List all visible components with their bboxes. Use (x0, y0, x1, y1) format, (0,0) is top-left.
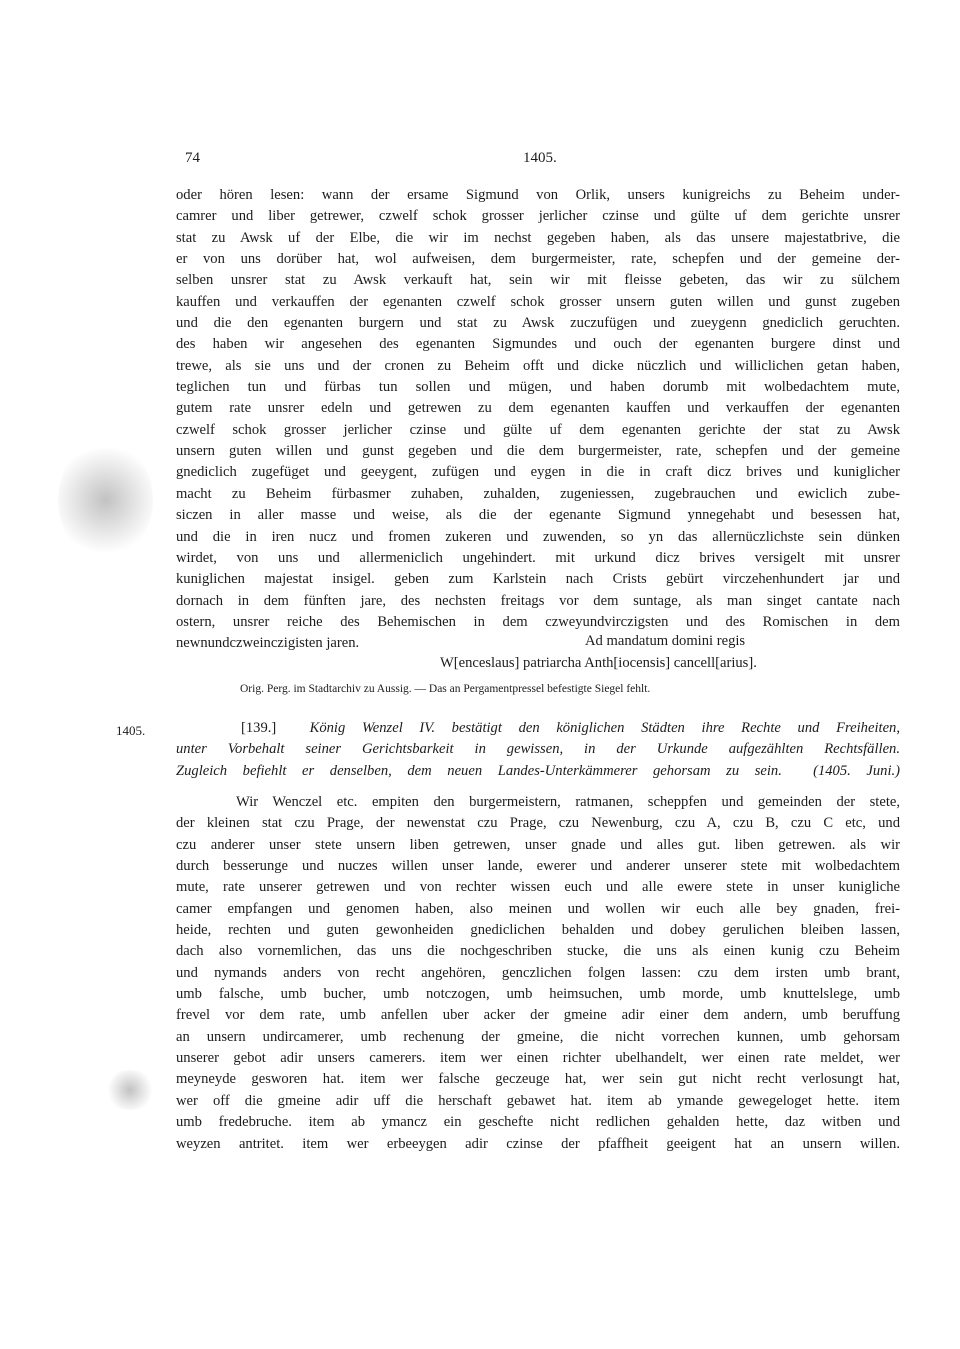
text-line: oder hören lesen: wann der ersame Sigmund von Orlik, unsers kunigreichs zu Beheim under- (176, 187, 900, 203)
text-line: ostern, unsrer reiche des Behemischen in dem czweyundvirczigsten und des Romischen in dem (176, 613, 900, 630)
page-number: 74 (185, 150, 200, 166)
heading-date: (1405. Juni.) (813, 762, 901, 779)
text-line: camer empfangen und genomen haben, also meinen und wollen wir euch alle bey gnaden, frei- (176, 900, 900, 917)
document-number: [139.] (241, 720, 277, 736)
text-line: teglichen tun und fürbas tun sollen und mügen, und haben dorumb mit wolbedachtem mute, (176, 379, 900, 396)
text-line: dornach in dem fünften jare, des nechsten freitags vor dem suntage, als man singet cantate nach (176, 592, 900, 609)
text-line: siczen in aller masse und weise, als die der egenante Sigmund ynnegehabt und besessen hat, (176, 507, 900, 524)
margin-year: 1405. (116, 723, 146, 738)
paper-stain (105, 1070, 155, 1110)
text-line: gnediclich zugefüget und geeygent, zufügen und eygen in die in craft dicz brives und kuniglicher (176, 464, 900, 481)
text-line: mute, rate unserer getrewen und von rechter wissen euch und alle ewere stete in unser kunigliche (176, 879, 900, 896)
text-line: unsern guten willen und gunst gegeben und die dem burgermeister, rate, schepfen und der gemeine (176, 443, 900, 460)
text-line: macht zu Beheim fürbasmer zuhaben, zuhalden, zugeniessen, zugebrauchen und ewiclich zube- (176, 485, 900, 502)
text-line: der kleinen stat czu Prage, der newenstat czu Prage, czu Newenburg, czu A, czu B, czu C etc, und (176, 815, 900, 832)
text-line: stat zu Awsk uf der Elbe, die wir im nechst gegeben haben, als das unsere majestatbrive, die (176, 229, 900, 246)
page-header-year: 1405. (523, 150, 557, 166)
text-line: camrer und liber getrewer, czwelf schok grosser jerlicher czinse und gülte uf dem gerichte unsrer (176, 208, 900, 225)
heading-text: Zugleich befiehlt er denselben, dem neuen Landes-Unterkämmerer gehorsam zu sein. (176, 762, 782, 779)
text-line: czwelf schok grosser jerlicher czinse und gülte uf dem egenanten gerichte der stat zu Awsk (176, 421, 900, 438)
text-line: des haben wir angesehen des egenanten Sigmundes und ouch der egenanten burgere dinst und (176, 336, 900, 353)
text-line: kauffen und verkauffen der egenanten czwelf schok grosser unsern guten willen und gunst zugeben (176, 293, 900, 310)
source-note: Orig. Perg. im Stadtarchiv zu Aussig. — Das an Pergamentpressel befestigte Siegel fehlt. (240, 683, 651, 695)
text-line: trewe, als sie uns und der cronen zu Beheim offt und dicke nüczlich und williclichen getan haben, (176, 357, 900, 374)
text-line: gutem rate unsrer edeln und getrewen zu dem egenanten kauffen und verkauffen der egenanten (176, 400, 900, 417)
text-line: durch besserunge und nuczes willen unser lande, ewerer und anderer unserer stete mit wolbedachtem (176, 858, 900, 875)
text-line: und die in iren nucz und fromen zukeren und zuwenden, so yn das allernüczlichste sein dünken (176, 528, 900, 545)
text-line: meyneyde gesworen hat. item wer falsche geczeuge hat, wer sein gut nicht recht verlosungt hat, (176, 1071, 900, 1088)
text-line: und nymands anders von recht angehören, genczlichen folgen lassen: czu dem irsten umb brant, (176, 964, 900, 981)
text-line: czu anderer unser stete unsern liben getrewen, unser gnade und alles gut. liben getrewen. als wir (176, 836, 900, 853)
heading-line (176, 761, 900, 782)
text-line: frevel vor dem rate, umb anfellen uber acker der gmeine adir einer dem andern, umb beruffung (176, 1007, 900, 1024)
heading-line: unter Vorbehalt seiner Gerichtsbarkeit in gewissen, in der Urkunde aufgezählten Rechtsfällen. (176, 741, 900, 758)
document-2-body (176, 792, 900, 1155)
text-line: newnundczweinczigisten jaren. (176, 635, 360, 652)
mandate-line: Ad mandatum domini regis (585, 633, 746, 649)
paper-stain (58, 440, 153, 560)
text-line: wer off die gmeine adir uff die herschaft gebawet hat. item ab ymande gewegeloget hette. item (176, 1092, 900, 1109)
text-line: umb falsche, umb bucher, umb notczogen, umb heimsuchen, umb morde, umb knuttelslege, umb (176, 986, 900, 1003)
text-line: umb fredebruche. item ab ymancz ein geschefte nicht redlichen gehalden hette, daz witben und (176, 1114, 900, 1131)
text-line: kuniglichen majestat insigel. geben zum Karlstein nach Crists gebürt virczehenhundert jar und (176, 571, 900, 588)
text-line: selben unsrer stat zu Awsk verkauft hat, sein wir mit fleisse gebeten, das wir zu sülchem (176, 272, 900, 289)
text-line: Wir Wenczel etc. empiten den burgermeistern, ratmanen, scheppfen und gemeinden der stete, (236, 794, 900, 810)
text-line: er von uns dorüber hat, wol aufweisen, dem burgermeister, rate, schepfen und der gemeine der- (176, 251, 900, 268)
text-line: an unsern undircamerer, umb rechenung der gmeine, die nicht vorrechen kunnen, umb gehorsam (176, 1028, 900, 1045)
text-line: unserer gebot adir unsers camerers. item wer einen richter ubelhandelt, wer einen rate meldet, wer (176, 1050, 900, 1067)
text-line: dach also vornemlichen, das uns die nochgeschriben stucke, die uns als einen kunig czu Beheim (176, 943, 900, 960)
text-line: weyzen antritet. item wer erbeeygen adir czinse der pfaffheit geeigent hat an unsern willen. (176, 1135, 900, 1152)
text-line: und die den egenanten burgern und stat zu Awsk zuczufügen und zueygenn gnediclich geruchten. (176, 315, 900, 332)
chancellor-signature: W[enceslaus] patriarcha Anth[iocensis] cancell[arius]. (440, 655, 757, 671)
heading-line (176, 718, 900, 739)
document-2-heading (176, 718, 900, 782)
heading-text: König Wenzel IV. bestätigt den königlichen Städten ihre Rechte und Freiheiten, (309, 720, 900, 736)
text-line: wirdet, von uns und allermeniclich ungehindert. mit urkund dicz brives versigelt mit unsrer (176, 549, 900, 566)
text-line: heide, rechten und guten gewonheiden gnediclichen behalden und dobey gerulichen bleiben lassen, (176, 922, 900, 939)
document-1-body (176, 185, 900, 655)
